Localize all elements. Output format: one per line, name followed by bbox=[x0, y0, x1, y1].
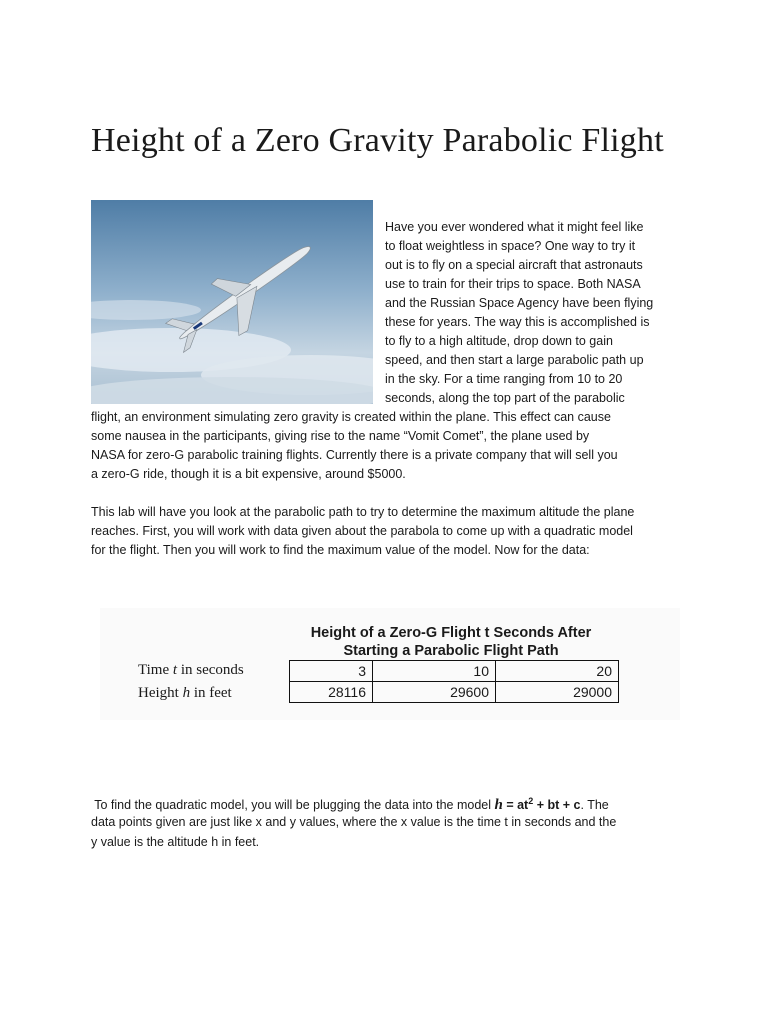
intro-line: Have you ever wondered what it might feel like bbox=[385, 220, 644, 234]
height-cell: 29000 bbox=[496, 682, 619, 703]
quadratic-text: To find the quadratic model, you will be plugging the data into the model bbox=[91, 798, 495, 813]
lab-line: reaches. First, you will work with data given about the parabola to come up with a quadratic model bbox=[91, 524, 633, 538]
lab-line: This lab will have you look at the parabolic path to try to determine the maximum altitude the plane bbox=[91, 505, 635, 519]
page-title: Height of a Zero Gravity Parabolic Flight bbox=[91, 122, 664, 159]
height-label-text: Height bbox=[138, 685, 183, 701]
zero-g-airplane-photo bbox=[91, 200, 373, 404]
height-label-unit: in feet bbox=[190, 685, 232, 701]
flight-data-table bbox=[289, 660, 619, 703]
quadratic-line: data points given are just like x and y values, where the x value is the time t in seconds and the bbox=[91, 815, 617, 829]
table-title-line: Height of a Zero-G Flight t Seconds After bbox=[310, 625, 592, 641]
height-cell: 28116 bbox=[290, 682, 373, 703]
intro-line: and the Russian Space Agency have been flying bbox=[385, 296, 654, 310]
intro-line: to float weightless in space? One way to try it bbox=[385, 239, 636, 253]
height-row-label bbox=[138, 685, 232, 702]
time-row-label bbox=[138, 662, 244, 679]
time-cell: 3 bbox=[290, 661, 373, 682]
time-label-unit: in seconds bbox=[177, 662, 244, 678]
time-row bbox=[290, 661, 619, 682]
time-cell: 10 bbox=[373, 661, 496, 682]
intro-line: speed, and then start a large parabolic path up bbox=[385, 353, 644, 367]
intro-line: in the sky. For a time ranging from 10 to 20 bbox=[385, 372, 623, 386]
lab-line: for the flight. Then you will work to find the maximum value of the model. Now for the data: bbox=[91, 543, 590, 557]
intro-line: use to train for their trips to space. Both NASA bbox=[385, 277, 641, 291]
model-rest: + bt + c bbox=[533, 798, 581, 813]
table-title-line: Starting a Parabolic Flight Path bbox=[343, 643, 559, 659]
quadratic-line: y value is the altitude h in feet. bbox=[91, 835, 260, 849]
height-cell: 29600 bbox=[373, 682, 496, 703]
intro-line: NASA for zero-G parabolic training flights. Currently there is a private company that will sell you bbox=[91, 448, 618, 462]
intro-line: a zero-G ride, though it is a bit expensive, around $5000. bbox=[91, 467, 406, 481]
model-h: h bbox=[494, 797, 503, 814]
quadratic-line bbox=[91, 792, 609, 815]
model-equation bbox=[495, 798, 581, 812]
intro-line: some nausea in the participants, giving rise to the name “Vomit Comet”, the plane used by bbox=[91, 429, 590, 443]
table-title bbox=[288, 624, 614, 660]
time-label-text: Time bbox=[138, 662, 173, 678]
quadratic-suffix: . The bbox=[580, 798, 609, 813]
intro-line: these for years. The way this is accomplished is bbox=[385, 315, 650, 329]
model-eq: = at bbox=[502, 798, 529, 813]
height-variable: h bbox=[182, 685, 191, 701]
model-exponent: 2 bbox=[528, 796, 534, 806]
height-row bbox=[290, 682, 619, 703]
intro-line: to fly to a high altitude, drop down to gain bbox=[385, 334, 613, 348]
intro-line: out is to fly on a special aircraft that astronauts bbox=[385, 258, 643, 272]
intro-line: seconds, along the top part of the parabolic bbox=[385, 391, 625, 405]
time-variable: t bbox=[172, 662, 178, 678]
time-cell: 20 bbox=[496, 661, 619, 682]
intro-line: flight, an environment simulating zero gravity is created within the plane. This effect can cause bbox=[91, 410, 611, 424]
